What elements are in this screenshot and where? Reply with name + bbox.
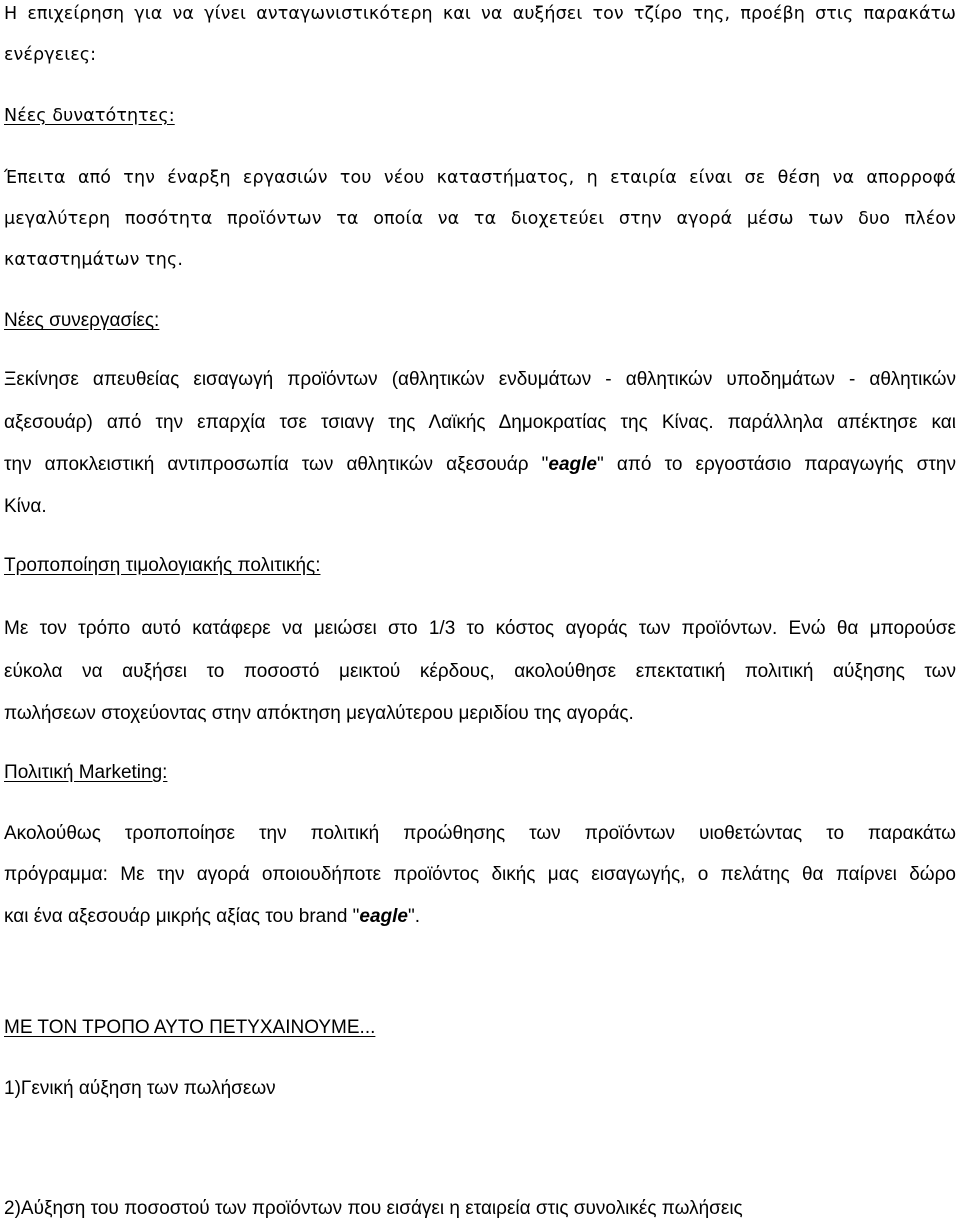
- paragraph-line: καταστημάτων της.: [4, 250, 183, 270]
- results-heading: ΜΕ ΤΟΝ ΤΡΟΠΟ ΑΥΤΟ ΠΕΤΥΧΑΙΝΟΥΜΕ...: [4, 1017, 376, 1038]
- text-span: και ένα αξεσουάρ μικρής αξίας του brand ": [4, 906, 360, 927]
- paragraph-line: Με τον τρόπο αυτό κατάφερε να μειώσει στο 1/3 το κόστος αγοράς των προϊόντων. Ενώ θα μπορούσε: [4, 618, 956, 639]
- paragraph-line: πωλήσεων στοχεύοντας στην απόκτηση μεγαλύτερου μεριδίου της αγοράς.: [4, 703, 634, 724]
- paragraph-line: [4, 453, 956, 477]
- paragraph-line: μεγαλύτερη ποσότητα προϊόντων τα οποία να τα διοχετεύει στην αγορά μέσω των δυο πλέον: [4, 209, 956, 229]
- section-heading-new-partnerships: Νέες συνεργασίες:: [4, 310, 160, 331]
- paragraph-line: Έπειτα από την έναρξη εργασιών του νέου καταστήματος, η εταιρία είναι σε θέση να απορροφά: [4, 168, 956, 188]
- text-span: " από το εργοστάσιο παραγωγής στην: [597, 454, 956, 475]
- result-item: 1)Γενική αύξηση των πωλήσεων: [4, 1078, 276, 1099]
- paragraph-line: αξεσουάρ) από την επαρχία τσε τσιανγ της Λαϊκής Δημοκρατίας της Κίνας. παράλληλα απέκτησε και: [4, 412, 956, 433]
- paragraph-line: Ακολούθως τροποποίησε την πολιτική προώθησης των προϊόντων υιοθετώντας το παρακάτω: [4, 823, 956, 844]
- paragraph-line: [4, 905, 956, 929]
- paragraph-line: πρόγραμμα: Με την αγορά οποιουδήποτε προϊόντος δικής μας εισαγωγής, ο πελάτης θα παίρνει δώρο: [4, 864, 956, 885]
- intro-line-1: Η επιχείρηση για να γίνει ανταγωνιστικότερη και να αυξήσει τον τζίρο της, προέβη στις παρακάτω: [4, 4, 956, 24]
- brand-name: eagle: [359, 906, 408, 927]
- section-heading-new-capabilities: Νέες δυνατότητες:: [4, 106, 175, 126]
- result-item: 2)Αύξηση του ποσοστού των προϊόντων που εισάγει η εταιρεία στις συνολικές πωλήσεις: [4, 1198, 743, 1219]
- text-span: την αποκλειστική αντιπροσωπία των αθλητικών αξεσουάρ ": [4, 454, 549, 475]
- section-heading-marketing-policy: Πολιτική Marketing:: [4, 762, 168, 783]
- section-heading-pricing-policy: Τροποποίηση τιμολογιακής πολιτικής:: [4, 555, 321, 576]
- paragraph-line: εύκολα να αυξήσει το ποσοστό μεικτού κέρδους, ακολούθησε επεκτατική πολιτική αύξησης των: [4, 661, 956, 682]
- paragraph-line: Κίνα.: [4, 496, 47, 517]
- text-span: ".: [408, 906, 421, 927]
- brand-name: eagle: [548, 454, 597, 475]
- intro-line-2: ενέργειες:: [4, 45, 97, 65]
- paragraph-line: Ξεκίνησε απευθείας εισαγωγή προϊόντων (αθλητικών ενδυμάτων - αθλητικών υποδημάτων - αθλητικών: [4, 369, 956, 390]
